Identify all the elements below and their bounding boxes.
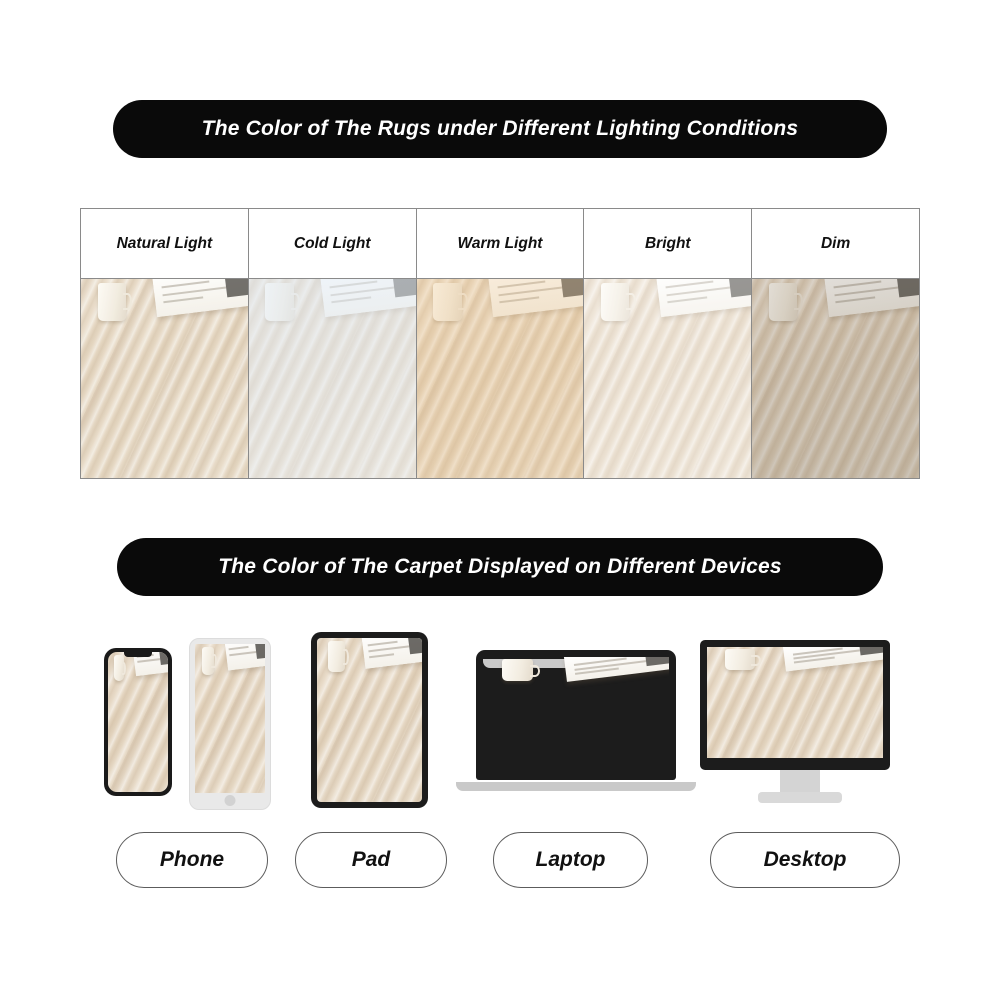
tablet-screen bbox=[317, 638, 422, 802]
table-image-row bbox=[81, 279, 920, 479]
device-label-laptop: Laptop bbox=[493, 832, 648, 888]
lighting-tint-overlay bbox=[81, 279, 248, 478]
rug-swatch-bright bbox=[584, 279, 752, 479]
device-label-phone: Phone bbox=[116, 832, 268, 888]
phone-light-mockup bbox=[189, 638, 271, 810]
lighting-tint-overlay bbox=[584, 279, 751, 478]
phone-dark-mockup bbox=[104, 648, 172, 796]
phone-dark-screen bbox=[108, 652, 168, 792]
laptop-base bbox=[456, 782, 696, 791]
lighting-section-title bbox=[113, 100, 887, 158]
home-button bbox=[225, 795, 236, 806]
device-label-desktop: Desktop bbox=[710, 832, 900, 888]
laptop-mockup bbox=[456, 650, 696, 810]
table-header-row bbox=[81, 209, 920, 279]
lighting-tint-overlay bbox=[249, 279, 416, 478]
rug-swatch-natural-light bbox=[81, 279, 249, 479]
laptop-lid bbox=[476, 650, 676, 780]
lighting-title-text: The Color of The Rugs under Different Lighting Conditions bbox=[201, 117, 799, 140]
device-mockups-row bbox=[0, 620, 1000, 820]
desktop-stand-foot bbox=[758, 792, 842, 803]
column-header-cold-light: Cold Light bbox=[248, 209, 416, 279]
rug-swatch-cold-light bbox=[248, 279, 416, 479]
devices-title-text: The Color of The Carpet Displayed on Different Devices bbox=[218, 555, 782, 578]
device-labels-row bbox=[0, 832, 1000, 892]
rug-swatch-warm-light bbox=[416, 279, 584, 479]
desktop-stand-neck bbox=[780, 770, 820, 792]
column-header-bright: Bright bbox=[584, 209, 752, 279]
lighting-tint-overlay bbox=[417, 279, 584, 478]
lighting-comparison-table bbox=[80, 208, 920, 479]
tablet-mockup bbox=[311, 632, 428, 808]
lighting-tint-overlay bbox=[752, 279, 919, 478]
desktop-mockup bbox=[700, 640, 900, 815]
phone-notch bbox=[124, 652, 152, 657]
column-header-natural-light: Natural Light bbox=[81, 209, 249, 279]
laptop-screen bbox=[483, 657, 669, 771]
desktop-bezel bbox=[700, 640, 890, 770]
desktop-screen bbox=[707, 647, 883, 758]
device-label-pad: Pad bbox=[295, 832, 447, 888]
devices-section-title bbox=[117, 538, 883, 596]
rug-swatch-dim bbox=[752, 279, 920, 479]
phone-light-screen bbox=[195, 644, 265, 793]
column-header-dim: Dim bbox=[752, 209, 920, 279]
column-header-warm-light: Warm Light bbox=[416, 209, 584, 279]
